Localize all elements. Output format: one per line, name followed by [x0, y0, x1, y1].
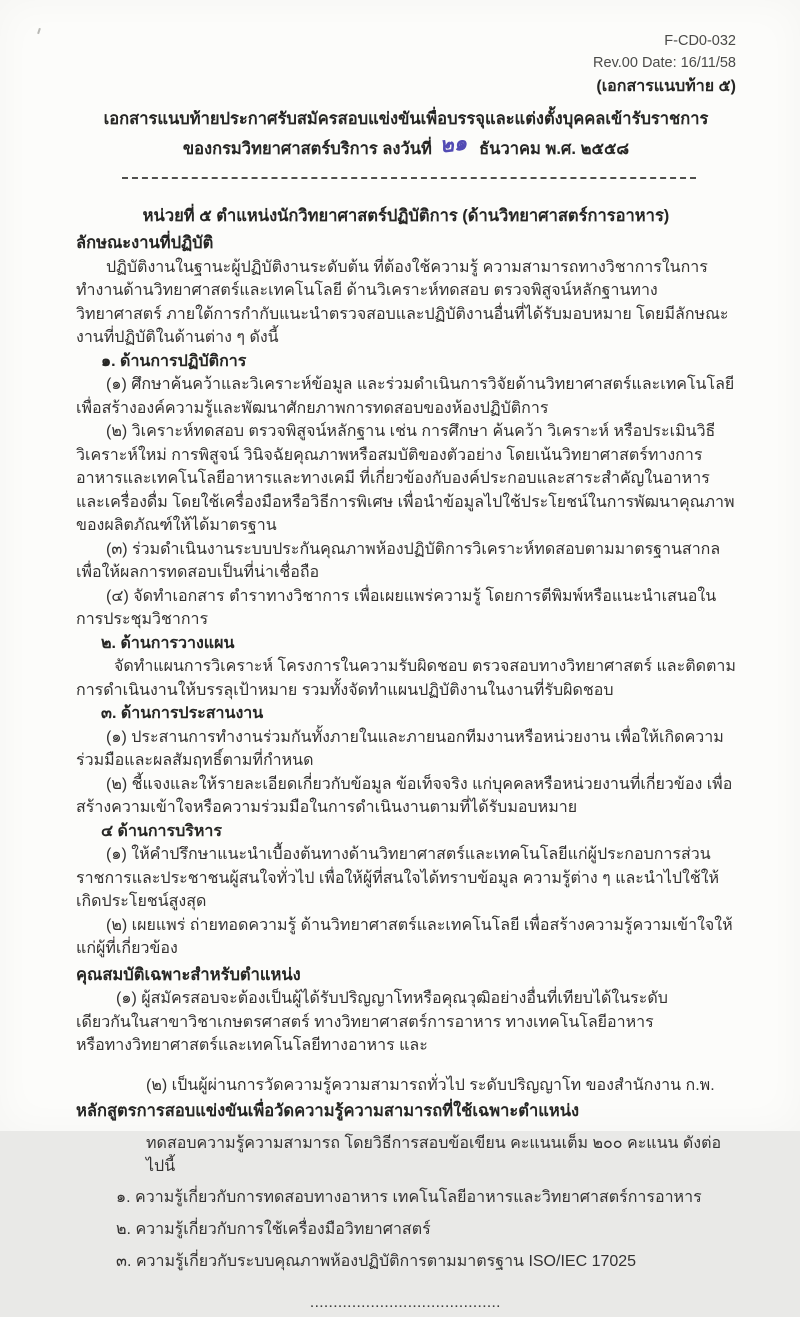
subsection-operation-heading: ๑. ด้านการปฏิบัติการ	[101, 352, 247, 370]
operation-item-1: (๑) ศึกษาค้นคว้าและวิเคราะห์ข้อมูล และร่วมดำเนินการวิจัยด้านวิทยาศาสตร์และเทคโนโลยีเพื่อสร้างองค์ความรู้และพัฒนาศักยภาพการทดสอบของห้องปฏิบัติการ	[76, 376, 735, 417]
operation-item-2: (๒) วิเคราะห์ทดสอบ ตรวจพิสูจน์หลักฐาน เช่น การศึกษา ค้นคว้า วิเคราะห์ หรือประเมินวิธีวิเคราะห์ใหม่ การพิสูจน์ วินิจฉัยคุณภาพหรือสมบัติของตัวอย่าง โดยเน้นวิทยาศาสตร์ทางการอาหารและเทคโนโลยีอาหารและทางเคมี ที่เกี่ยวข้องกับองค์ประกอบและสาระสำคัญในอาหารและเครื่องดื่ม โดยใช้เครื่องมือหรือวิธีการพิเศษ เพื่อนำข้อมูลไปใช้ประโยชน์ในการพัฒนาคุณภาพของผลิตภัณฑ์ให้ได้มาตรฐาน	[76, 423, 735, 534]
document-title-line1: เอกสารแนบท้ายประกาศรับสมัครสอบแข่งขันเพื่อบรรจุและแต่งตั้งบุคคลเข้ารับราชการ	[103, 110, 709, 128]
duties-intro: ปฏิบัติงานในฐานะผู้ปฏิบัติงานระดับต้น ที่ต้องใช้ความรู้ ความสามารถทางวิชาการในการทำงานด้านวิทยาศาสตร์และเทคโนโลยี ด้านวิเคราะห์ทดสอบ ตรวจพิสูจน์หลักฐานทางวิทยาศาสตร์ ภายใต้การกำกับแนะนำตรวจสอบและปฏิบัติงานอื่นที่ได้รับมอบหมาย โดยมีลักษณะงานที่ปฏิบัติในด้านต่าง ๆ ดังนี้	[76, 258, 729, 346]
exam-topic-list	[116, 1186, 736, 1274]
service-item-1: (๑) ให้คำปรึกษาแนะนำเบื้องต้นทางด้านวิทยาศาสตร์และเทคโนโลยีแก่ผู้ประกอบการส่วนราชการและประชาชนผู้สนใจทั่วไป เพื่อให้ผู้ที่สนใจได้ทราบข้อมูล ความรู้ต่าง ๆ และนำไปใช้ให้เกิดประโยชน์สูงสุด	[76, 846, 720, 910]
dashed-divider	[122, 177, 696, 179]
subsection-coordination-heading: ๓. ด้านการประสานงาน	[101, 705, 264, 722]
scan-artifact	[37, 28, 41, 34]
attachment-label: (เอกสารแนบท้าย ๕)	[596, 78, 736, 95]
exam-heading: หลักสูตรการสอบแข่งขันเพื่อวัดความรู้ความสามารถที่ใช้เฉพาะตำแหน่ง	[76, 1102, 580, 1120]
document-title-line2	[76, 129, 736, 163]
exam-topic-3: ๓. ความรู้เกี่ยวกับระบบคุณภาพห้องปฏิบัติการตามมาตรฐาน ISO/IEC 17025	[116, 1252, 637, 1270]
handwritten-day: ๒๑	[438, 129, 469, 158]
coordination-item-2: (๒) ชี้แจงและให้รายละเอียดเกี่ยวกับข้อมูล ข้อเท็จจริง แก่บุคคลหรือหน่วยงานที่เกี่ยวข้อง เพื่อสร้างความเข้าใจหรือความร่วมมือในการดำเนินงานตามที่ได้รับมอบหมาย	[76, 775, 733, 816]
position-unit-title: หน่วยที่ ๕ ตำแหน่งนักวิทยาศาสตร์ปฏิบัติการ (ด้านวิทยาศาสตร์การอาหาร)	[142, 207, 670, 225]
title-line2-prefix: ของกรมวิทยาศาสตร์บริการ ลงวันที่	[182, 140, 432, 158]
title-line2-suffix: ธันวาคม พ.ศ. ๒๕๕๘	[479, 140, 630, 158]
end-of-document-dots: .........................................	[310, 1298, 502, 1310]
subsection-planning-heading: ๒. ด้านการวางแผน	[101, 634, 235, 652]
exam-intro: ทดสอบความรู้ความสามารถ โดยวิธีการสอบข้อเขียน คะแนนเต็ม ๒๐๐ คะแนน ดังต่อไปนี้	[146, 1134, 722, 1175]
operation-item-4: (๔) จัดทำเอกสาร ตำราทางวิชาการ เพื่อเผยแพร่ความรู้ โดยการตีพิมพ์หรือแนะนำเสนอในการประชุมวิชาการ	[76, 587, 717, 628]
document-body	[76, 232, 736, 1317]
service-item-2: (๒) เผยแพร่ ถ่ายทอดความรู้ ด้านวิทยาศาสตร์และเทคโนโลยี เพื่อสร้างความรู้ความเข้าใจให้แก่ผู้ที่เกี่ยวข้อง	[76, 916, 733, 957]
planning-body: จัดทำแผนการวิเคราะห์ โครงการในความรับผิดชอบ ตรวจสอบทางวิทยาศาสตร์ และติดตามการดำเนินงานให้บรรลุเป้าหมาย รวมทั้งจัดทำแผนปฏิบัติงานในงานที่รับผิดชอบ	[76, 658, 736, 699]
coordination-item-1: (๑) ประสานการทำงานร่วมกันทั้งภายในและภายนอกทีมงานหรือหน่วยงาน เพื่อให้เกิดความร่วมมือและผลสัมฤทธิ์ตามที่กำหนด	[76, 728, 724, 769]
exam-topic-2: ๒. ความรู้เกี่ยวกับการใช้เครื่องมือวิทยาศาสตร์	[116, 1220, 431, 1238]
qualifications-heading: คุณสมบัติเฉพาะสำหรับตำแหน่ง	[76, 965, 301, 984]
qualification-item-1: (๑) ผู้สมัครสอบจะต้องเป็นผู้ได้รับปริญญาโทหรือคุณวุฒิอย่างอื่นที่เทียบได้ในระดับเดียวกันในสาขาวิชาเกษตรศาสตร์ ทางวิทยาศาสตร์การอาหาร ทางเทคโนโลยีอาหาร หรือทางวิทยาศาสตร์และเทคโนโลยีทางอาหาร และ	[76, 990, 668, 1054]
qualification-item-2: (๒) เป็นผู้ผ่านการวัดความรู้ความสามารถทั่วไป ระดับปริญญาโท ของสำนักงาน ก.พ.	[146, 1076, 715, 1094]
document-meta	[76, 30, 736, 98]
subsection-service-heading: ๔ ด้านการบริหาร	[101, 822, 223, 840]
duties-heading: ลักษณะงานที่ปฏิบัติ	[76, 234, 214, 252]
form-code: F-CD0-032	[664, 33, 736, 49]
exam-topic-1: ๑. ความรู้เกี่ยวกับการทดสอบทางอาหาร เทคโนโลยีอาหารและวิทยาศาสตร์การอาหาร	[116, 1188, 702, 1206]
document-title	[76, 106, 736, 163]
revision-date: Rev.00 Date: 16/11/58	[593, 55, 736, 71]
operation-item-3: (๓) ร่วมดำเนินงานระบบประกันคุณภาพห้องปฏิบัติการวิเคราะห์ทดสอบตามมาตรฐานสากล เพื่อให้ผลการทดสอบเป็นที่น่าเชื่อถือ	[76, 540, 721, 581]
